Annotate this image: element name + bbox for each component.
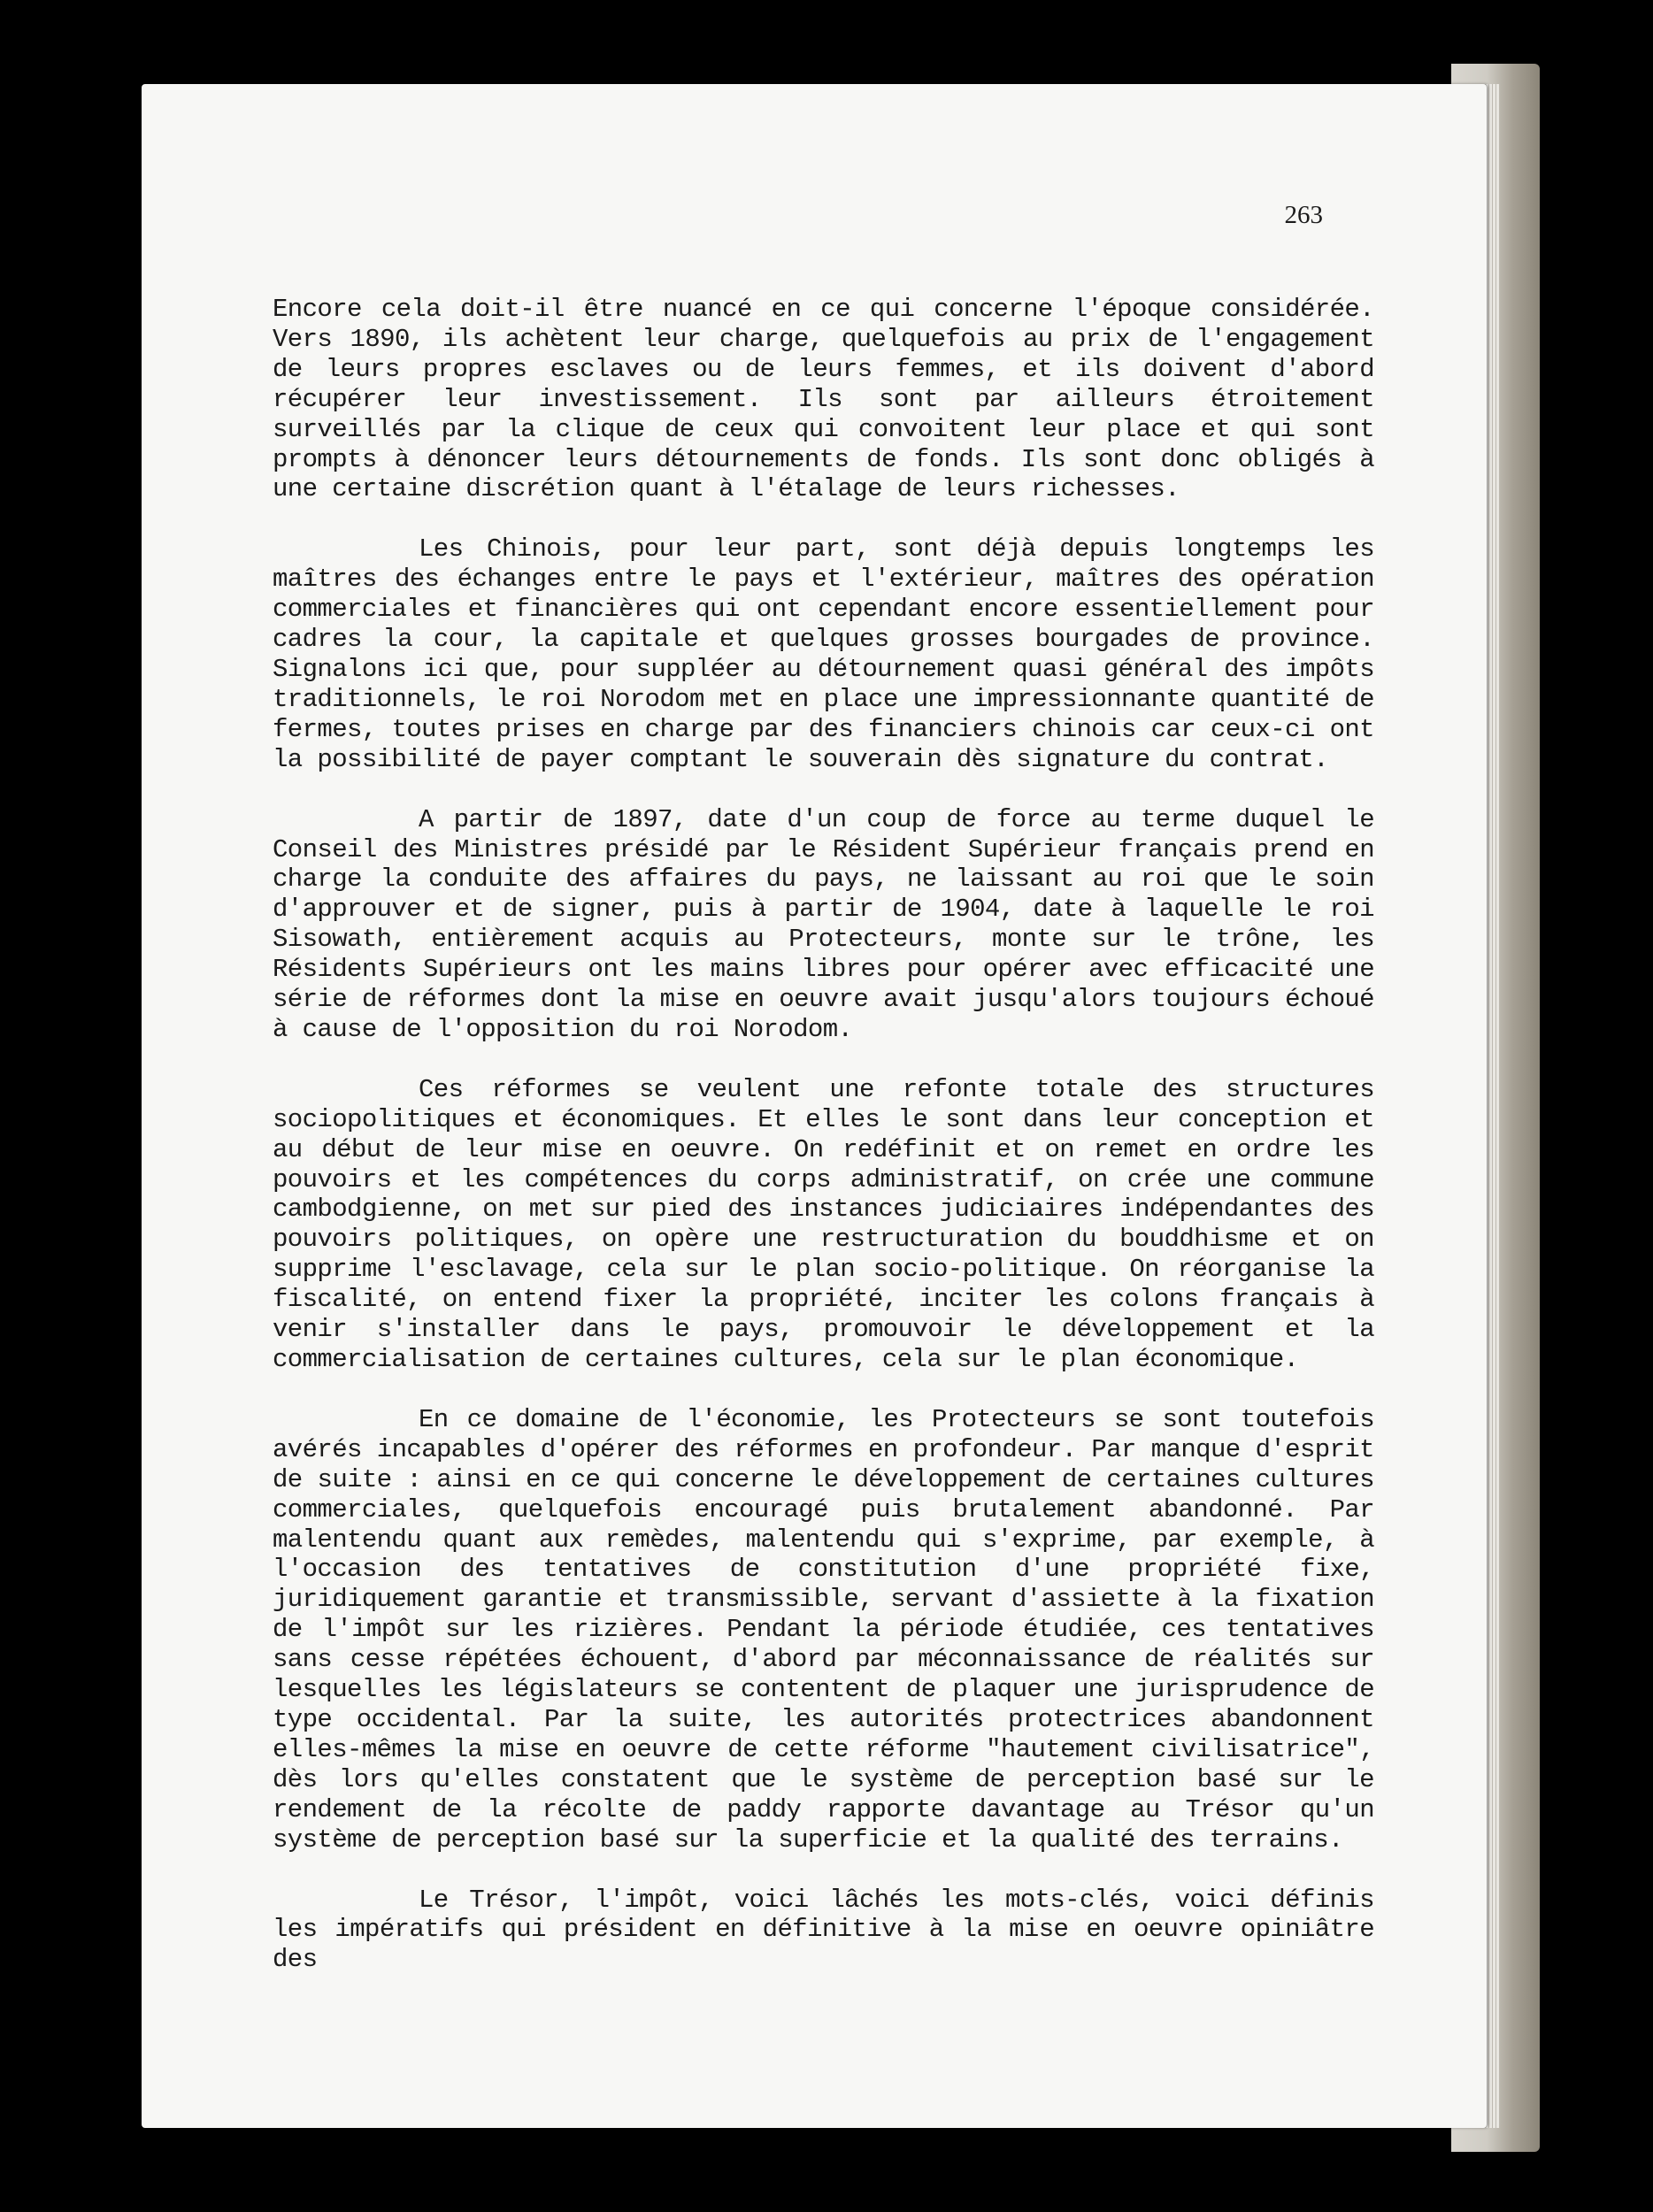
paragraph-1: Encore cela doit-il être nuancé en ce qui concerne l'époque considérée. Vers 1890, ils achètent leur charge, quelquefois au prix de l'engagement de leurs propres esclaves ou de leurs femmes, et ils doivent d'abord récupérer leur investissement. Ils sont par ailleurs étroitement surveillés par la clique de ceux qui convoitent leur place et qui sont prompts à dénoncer leurs détournements de fonds. Ils sont donc obligés à une certaine discrétion quant à l'étalage de leurs richesses. [273, 295, 1374, 504]
page-number: 263 [1284, 201, 1323, 229]
document-page [142, 84, 1487, 2128]
paragraph-3: A partir de 1897, date d'un coup de force au terme duquel le Conseil des Ministres présidé par le Résident Supérieur français prend en charge la conduite des affaires du pays, ne laissant au roi que le soin d'approuver et de signer, puis à partir de 1904, date à laquelle le roi Sisowath, entièrement acquis au Protecteurs, monte sur le trône, les Résidents Supérieurs ont les mains libres pour opérer avec efficacité une série de réformes dont la mise en oeuvre avait jusqu'alors toujours échoué à cause de l'opposition du roi Norodom. [273, 804, 1374, 1044]
paragraph-5: En ce domaine de l'économie, les Protecteurs se sont toutefois avérés incapables d'opérer des réformes en profondeur. Par manque d'esprit de suite : ainsi en ce qui concerne le développement de certaines cultures commerciales, quelquefois encouragé puis brutalement abandonné. Par malentendu quant aux remèdes, malentendu qui s'exprime, par exemple, à l'occasion des tentatives de constitution d'une propriété fixe, juridiquement garantie et transmissible, servant d'assiette à la fixation de l'impôt sur les rizières. Pendant la période étudiée, ces tentatives sans cesse répétées échouent, d'abord par méconnaissance de réalités sur lesquelles les législateurs se contentent de plaquer une jurisprudence de type occidental. Par la suite, les autorités protectrices abandonnent elles-mêmes la mise en oeuvre de cette réforme "hautement civilisatrice", dès lors qu'elles constatent que le système de perception basé sur le rendement de la récolte de paddy rapporte davantage au Trésor qu'un système de perception basé sur la superficie et la qualité des terrains. [273, 1404, 1374, 1855]
paragraph-6: Le Trésor, l'impôt, voici lâchés les mots-clés, voici définis les impératifs qui président en définitive à la mise en oeuvre opiniâtre des [273, 1885, 1374, 1975]
paragraph-2: Les Chinois, pour leur part, sont déjà depuis longtemps les maîtres des échanges entre le pays et l'extérieur, maîtres des opération commerciales et financières qui ont cependant encore essentiellement pour cadres la cour, la capitale et quelques grosses bourgades de province. Signalons ici que, pour suppléer au détournement quasi général des impôts traditionnels, le roi Norodom met en place une impressionnante quantité de fermes, toutes prises en charge par des financiers chinois car ceux-ci ont la possibilité de payer comptant le souverain dès signature du contrat. [273, 534, 1374, 774]
body-text [273, 295, 1374, 1975]
paragraph-4: Ces réformes se veulent une refonte totale des structures sociopolitiques et économiques. Et elles le sont dans leur conception et au début de leur mise en oeuvre. On redéfinit et on remet en ordre les pouvoirs et les compétences du corps administratif, on crée une commune cambodgienne, on met sur pied des instances judiciaires indépendantes des pouvoirs politiques, on opère une restructuration du bouddhisme et on supprime l'esclavage, cela sur le plan socio-politique. On réorganise la fiscalité, on entend fixer la propriété, inciter les colons français à venir s'installer dans le pays, promouvoir le développement et la commercialisation de certaines cultures, cela sur le plan économique. [273, 1074, 1374, 1374]
